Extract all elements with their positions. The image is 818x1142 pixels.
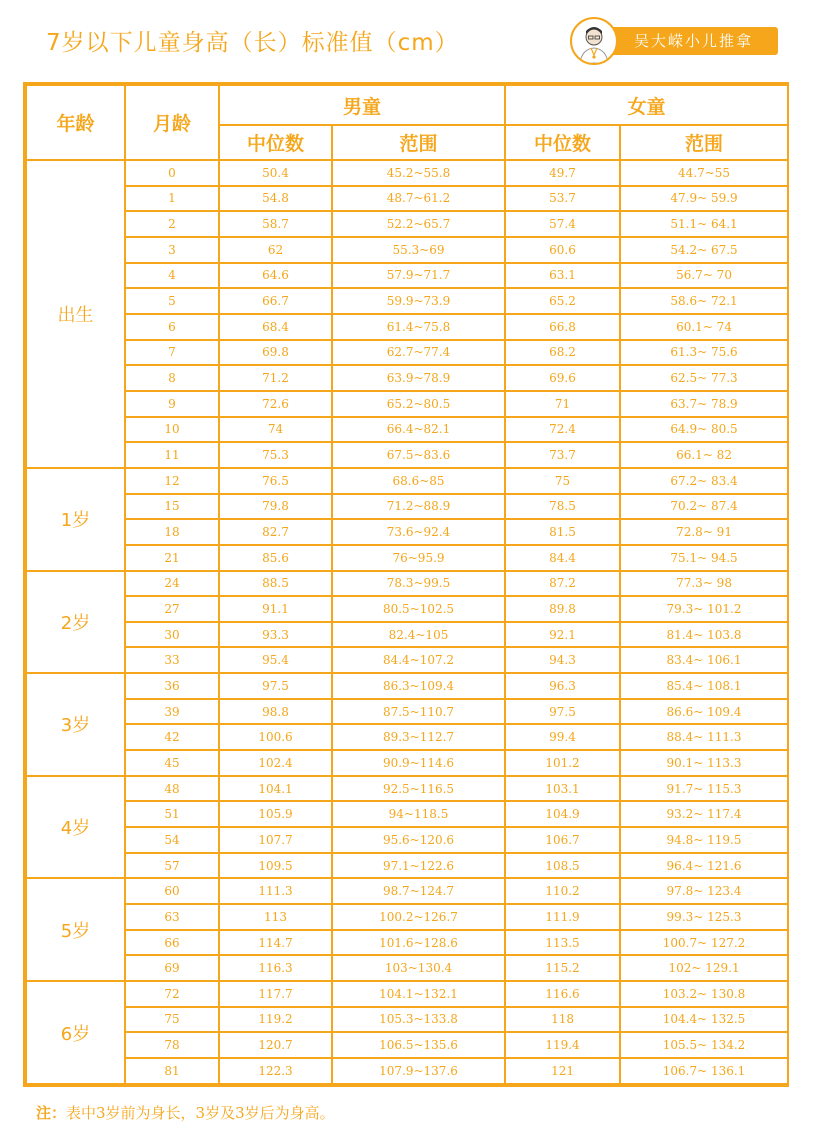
boys-range-cell: 73.6~92.4	[332, 519, 505, 545]
boys-range-cell: 86.3~109.4	[332, 673, 505, 699]
boys-range-cell: 94~118.5	[332, 801, 505, 827]
height-standard-table	[23, 82, 789, 1087]
girls-median-cell: 103.1	[505, 776, 620, 802]
boys-median-cell: 66.7	[219, 288, 332, 314]
data-table	[25, 84, 789, 1085]
month-age-cell: 27	[125, 596, 219, 622]
boys-range-cell: 107.9~137.6	[332, 1058, 505, 1084]
header-girls-median: 中位数	[505, 125, 620, 160]
girls-median-cell: 97.5	[505, 699, 620, 725]
month-age-cell: 24	[125, 571, 219, 597]
month-age-cell: 10	[125, 417, 219, 443]
boys-range-cell: 67.5~83.6	[332, 442, 505, 468]
girls-median-cell: 84.4	[505, 545, 620, 571]
girls-range-cell: 99.3~ 125.3	[620, 904, 788, 930]
table-row	[26, 365, 788, 391]
boys-median-cell: 117.7	[219, 981, 332, 1007]
girls-range-cell: 56.7~ 70	[620, 263, 788, 289]
girls-range-cell: 47.9~ 59.9	[620, 186, 788, 212]
table-row	[26, 237, 788, 263]
month-age-cell: 0	[125, 160, 219, 186]
girls-range-cell: 67.2~ 83.4	[620, 468, 788, 494]
girls-range-cell: 100.7~ 127.2	[620, 930, 788, 956]
boys-median-cell: 105.9	[219, 801, 332, 827]
table-row	[26, 571, 788, 597]
table-row	[26, 417, 788, 443]
header-boys-median: 中位数	[219, 125, 332, 160]
boys-range-cell: 57.9~71.7	[332, 263, 505, 289]
table-row	[26, 673, 788, 699]
girls-range-cell: 77.3~ 98	[620, 571, 788, 597]
girls-median-cell: 75	[505, 468, 620, 494]
girls-median-cell: 92.1	[505, 622, 620, 648]
month-age-cell: 9	[125, 391, 219, 417]
girls-range-cell: 102~ 129.1	[620, 955, 788, 981]
girls-range-cell: 54.2~ 67.5	[620, 237, 788, 263]
boys-range-cell: 95.6~120.6	[332, 827, 505, 853]
girls-range-cell: 103.2~ 130.8	[620, 981, 788, 1007]
girls-median-cell: 60.6	[505, 237, 620, 263]
boys-median-cell: 62	[219, 237, 332, 263]
table-body	[26, 160, 788, 1084]
table-row	[26, 391, 788, 417]
table-row	[26, 1058, 788, 1084]
girls-median-cell: 111.9	[505, 904, 620, 930]
boys-median-cell: 76.5	[219, 468, 332, 494]
table-row	[26, 186, 788, 212]
table-row	[26, 442, 788, 468]
boys-median-cell: 113	[219, 904, 332, 930]
girls-range-cell: 79.3~ 101.2	[620, 596, 788, 622]
girls-range-cell: 62.5~ 77.3	[620, 365, 788, 391]
boys-median-cell: 69.8	[219, 340, 332, 366]
boys-median-cell: 95.4	[219, 647, 332, 673]
boys-range-cell: 52.2~65.7	[332, 211, 505, 237]
month-age-cell: 6	[125, 314, 219, 340]
girls-median-cell: 63.1	[505, 263, 620, 289]
boys-median-cell: 107.7	[219, 827, 332, 853]
girls-median-cell: 121	[505, 1058, 620, 1084]
girls-median-cell: 73.7	[505, 442, 620, 468]
month-age-cell: 45	[125, 750, 219, 776]
girls-median-cell: 119.4	[505, 1032, 620, 1058]
girls-median-cell: 104.9	[505, 801, 620, 827]
age-group-label: 4岁	[26, 776, 125, 879]
girls-median-cell: 71	[505, 391, 620, 417]
table-row	[26, 519, 788, 545]
boys-median-cell: 109.5	[219, 853, 332, 879]
table-row	[26, 263, 788, 289]
age-group-label: 2岁	[26, 571, 125, 674]
table-row	[26, 1032, 788, 1058]
table-row	[26, 724, 788, 750]
boys-median-cell: 74	[219, 417, 332, 443]
boys-median-cell: 58.7	[219, 211, 332, 237]
boys-median-cell: 64.6	[219, 263, 332, 289]
month-age-cell: 3	[125, 237, 219, 263]
girls-range-cell: 44.7~55	[620, 160, 788, 186]
table-row	[26, 801, 788, 827]
girls-median-cell: 106.7	[505, 827, 620, 853]
boys-range-cell: 106.5~135.6	[332, 1032, 505, 1058]
month-age-cell: 81	[125, 1058, 219, 1084]
boys-range-cell: 100.2~126.7	[332, 904, 505, 930]
girls-range-cell: 104.4~ 132.5	[620, 1007, 788, 1033]
month-age-cell: 30	[125, 622, 219, 648]
girls-range-cell: 88.4~ 111.3	[620, 724, 788, 750]
header-boys: 男童	[219, 85, 505, 125]
boys-median-cell: 72.6	[219, 391, 332, 417]
age-group-label: 3岁	[26, 673, 125, 776]
boys-range-cell: 103~130.4	[332, 955, 505, 981]
girls-range-cell: 66.1~ 82	[620, 442, 788, 468]
girls-range-cell: 105.5~ 134.2	[620, 1032, 788, 1058]
table-row	[26, 750, 788, 776]
month-age-cell: 66	[125, 930, 219, 956]
boys-median-cell: 102.4	[219, 750, 332, 776]
girls-range-cell: 51.1~ 64.1	[620, 211, 788, 237]
brand-badge	[570, 16, 780, 68]
month-age-cell: 48	[125, 776, 219, 802]
month-age-cell: 57	[125, 853, 219, 879]
boys-range-cell: 90.9~114.6	[332, 750, 505, 776]
boys-median-cell: 50.4	[219, 160, 332, 186]
boys-median-cell: 91.1	[219, 596, 332, 622]
table-row	[26, 699, 788, 725]
month-age-cell: 2	[125, 211, 219, 237]
girls-range-cell: 106.7~ 136.1	[620, 1058, 788, 1084]
table-row	[26, 288, 788, 314]
table-row	[26, 776, 788, 802]
table-row	[26, 904, 788, 930]
table-row	[26, 853, 788, 879]
girls-median-cell: 69.6	[505, 365, 620, 391]
girls-range-cell: 72.8~ 91	[620, 519, 788, 545]
boys-median-cell: 85.6	[219, 545, 332, 571]
month-age-cell: 63	[125, 904, 219, 930]
girls-range-cell: 61.3~ 75.6	[620, 340, 788, 366]
brand-name: 吴大嵘小儿推拿	[598, 27, 778, 55]
month-age-cell: 69	[125, 955, 219, 981]
boys-range-cell: 82.4~105	[332, 622, 505, 648]
girls-median-cell: 110.2	[505, 878, 620, 904]
footnote-text: 表中3岁前为身长，3岁及3岁后为身高。	[66, 1104, 335, 1122]
girls-range-cell: 70.2~ 87.4	[620, 494, 788, 520]
girls-median-cell: 118	[505, 1007, 620, 1033]
page-title: 7岁以下儿童身高（长）标准值（cm）	[46, 30, 459, 56]
boys-median-cell: 93.3	[219, 622, 332, 648]
girls-range-cell: 90.1~ 113.3	[620, 750, 788, 776]
month-age-cell: 36	[125, 673, 219, 699]
month-age-cell: 51	[125, 801, 219, 827]
month-age-cell: 11	[125, 442, 219, 468]
month-age-cell: 21	[125, 545, 219, 571]
girls-median-cell: 96.3	[505, 673, 620, 699]
boys-median-cell: 120.7	[219, 1032, 332, 1058]
girls-range-cell: 85.4~ 108.1	[620, 673, 788, 699]
table-row	[26, 314, 788, 340]
boys-range-cell: 55.3~69	[332, 237, 505, 263]
boys-range-cell: 89.3~112.7	[332, 724, 505, 750]
table-row	[26, 647, 788, 673]
month-age-cell: 1	[125, 186, 219, 212]
boys-range-cell: 68.6~85	[332, 468, 505, 494]
month-age-cell: 75	[125, 1007, 219, 1033]
age-group-label: 出生	[26, 160, 125, 468]
month-age-cell: 8	[125, 365, 219, 391]
doctor-avatar-icon	[570, 17, 618, 65]
header-boys-range: 范围	[332, 125, 505, 160]
boys-median-cell: 122.3	[219, 1058, 332, 1084]
boys-range-cell: 97.1~122.6	[332, 853, 505, 879]
girls-range-cell: 91.7~ 115.3	[620, 776, 788, 802]
month-age-cell: 72	[125, 981, 219, 1007]
table-row	[26, 211, 788, 237]
boys-median-cell: 111.3	[219, 878, 332, 904]
age-group-label: 6岁	[26, 981, 125, 1084]
boys-median-cell: 104.1	[219, 776, 332, 802]
girls-median-cell: 66.8	[505, 314, 620, 340]
girls-median-cell: 68.2	[505, 340, 620, 366]
girls-median-cell: 53.7	[505, 186, 620, 212]
header-month-age: 月龄	[125, 85, 219, 160]
girls-range-cell: 94.8~ 119.5	[620, 827, 788, 853]
boys-range-cell: 104.1~132.1	[332, 981, 505, 1007]
girls-range-cell: 81.4~ 103.8	[620, 622, 788, 648]
boys-median-cell: 116.3	[219, 955, 332, 981]
girls-range-cell: 96.4~ 121.6	[620, 853, 788, 879]
girls-range-cell: 97.8~ 123.4	[620, 878, 788, 904]
month-age-cell: 78	[125, 1032, 219, 1058]
table-row	[26, 545, 788, 571]
girls-range-cell: 58.6~ 72.1	[620, 288, 788, 314]
boys-range-cell: 62.7~77.4	[332, 340, 505, 366]
boys-median-cell: 114.7	[219, 930, 332, 956]
table-row	[26, 596, 788, 622]
month-age-cell: 4	[125, 263, 219, 289]
header-girls-range: 范围	[620, 125, 788, 160]
table-row	[26, 622, 788, 648]
boys-range-cell: 80.5~102.5	[332, 596, 505, 622]
boys-range-cell: 61.4~75.8	[332, 314, 505, 340]
month-age-cell: 42	[125, 724, 219, 750]
girls-median-cell: 101.2	[505, 750, 620, 776]
month-age-cell: 54	[125, 827, 219, 853]
month-age-cell: 18	[125, 519, 219, 545]
girls-range-cell: 86.6~ 109.4	[620, 699, 788, 725]
girls-median-cell: 65.2	[505, 288, 620, 314]
month-age-cell: 15	[125, 494, 219, 520]
boys-median-cell: 98.8	[219, 699, 332, 725]
girls-median-cell: 108.5	[505, 853, 620, 879]
header-age: 年龄	[26, 85, 125, 160]
table-row	[26, 1007, 788, 1033]
girls-median-cell: 72.4	[505, 417, 620, 443]
month-age-cell: 5	[125, 288, 219, 314]
girls-range-cell: 83.4~ 106.1	[620, 647, 788, 673]
boys-range-cell: 87.5~110.7	[332, 699, 505, 725]
boys-median-cell: 75.3	[219, 442, 332, 468]
boys-median-cell: 119.2	[219, 1007, 332, 1033]
girls-median-cell: 99.4	[505, 724, 620, 750]
girls-range-cell: 60.1~ 74	[620, 314, 788, 340]
girls-median-cell: 116.6	[505, 981, 620, 1007]
month-age-cell: 39	[125, 699, 219, 725]
boys-median-cell: 88.5	[219, 571, 332, 597]
table-row	[26, 340, 788, 366]
header-girls: 女童	[505, 85, 788, 125]
girls-median-cell: 94.3	[505, 647, 620, 673]
boys-median-cell: 68.4	[219, 314, 332, 340]
girls-median-cell: 113.5	[505, 930, 620, 956]
girls-median-cell: 49.7	[505, 160, 620, 186]
table-row	[26, 494, 788, 520]
boys-range-cell: 105.3~133.8	[332, 1007, 505, 1033]
boys-range-cell: 63.9~78.9	[332, 365, 505, 391]
boys-median-cell: 82.7	[219, 519, 332, 545]
footnote-label: 注：	[36, 1104, 67, 1122]
girls-median-cell: 89.8	[505, 596, 620, 622]
boys-range-cell: 65.2~80.5	[332, 391, 505, 417]
footnote	[36, 1102, 335, 1123]
girls-median-cell: 57.4	[505, 211, 620, 237]
month-age-cell: 60	[125, 878, 219, 904]
girls-range-cell: 64.9~ 80.5	[620, 417, 788, 443]
boys-range-cell: 66.4~82.1	[332, 417, 505, 443]
month-age-cell: 12	[125, 468, 219, 494]
boys-median-cell: 79.8	[219, 494, 332, 520]
table-row	[26, 930, 788, 956]
boys-range-cell: 45.2~55.8	[332, 160, 505, 186]
girls-median-cell: 78.5	[505, 494, 620, 520]
boys-range-cell: 76~95.9	[332, 545, 505, 571]
table-row	[26, 160, 788, 186]
boys-median-cell: 97.5	[219, 673, 332, 699]
girls-range-cell: 75.1~ 94.5	[620, 545, 788, 571]
age-group-label: 1岁	[26, 468, 125, 571]
boys-median-cell: 71.2	[219, 365, 332, 391]
girls-median-cell: 115.2	[505, 955, 620, 981]
table-row	[26, 878, 788, 904]
table-row	[26, 827, 788, 853]
boys-range-cell: 98.7~124.7	[332, 878, 505, 904]
month-age-cell: 7	[125, 340, 219, 366]
age-group-label: 5岁	[26, 878, 125, 981]
boys-range-cell: 71.2~88.9	[332, 494, 505, 520]
boys-median-cell: 54.8	[219, 186, 332, 212]
month-age-cell: 33	[125, 647, 219, 673]
girls-median-cell: 81.5	[505, 519, 620, 545]
boys-range-cell: 59.9~73.9	[332, 288, 505, 314]
boys-range-cell: 92.5~116.5	[332, 776, 505, 802]
table-row	[26, 955, 788, 981]
boys-range-cell: 78.3~99.5	[332, 571, 505, 597]
boys-range-cell: 48.7~61.2	[332, 186, 505, 212]
boys-range-cell: 84.4~107.2	[332, 647, 505, 673]
girls-range-cell: 63.7~ 78.9	[620, 391, 788, 417]
table-row	[26, 468, 788, 494]
table-row	[26, 981, 788, 1007]
boys-median-cell: 100.6	[219, 724, 332, 750]
boys-range-cell: 101.6~128.6	[332, 930, 505, 956]
girls-median-cell: 87.2	[505, 571, 620, 597]
girls-range-cell: 93.2~ 117.4	[620, 801, 788, 827]
